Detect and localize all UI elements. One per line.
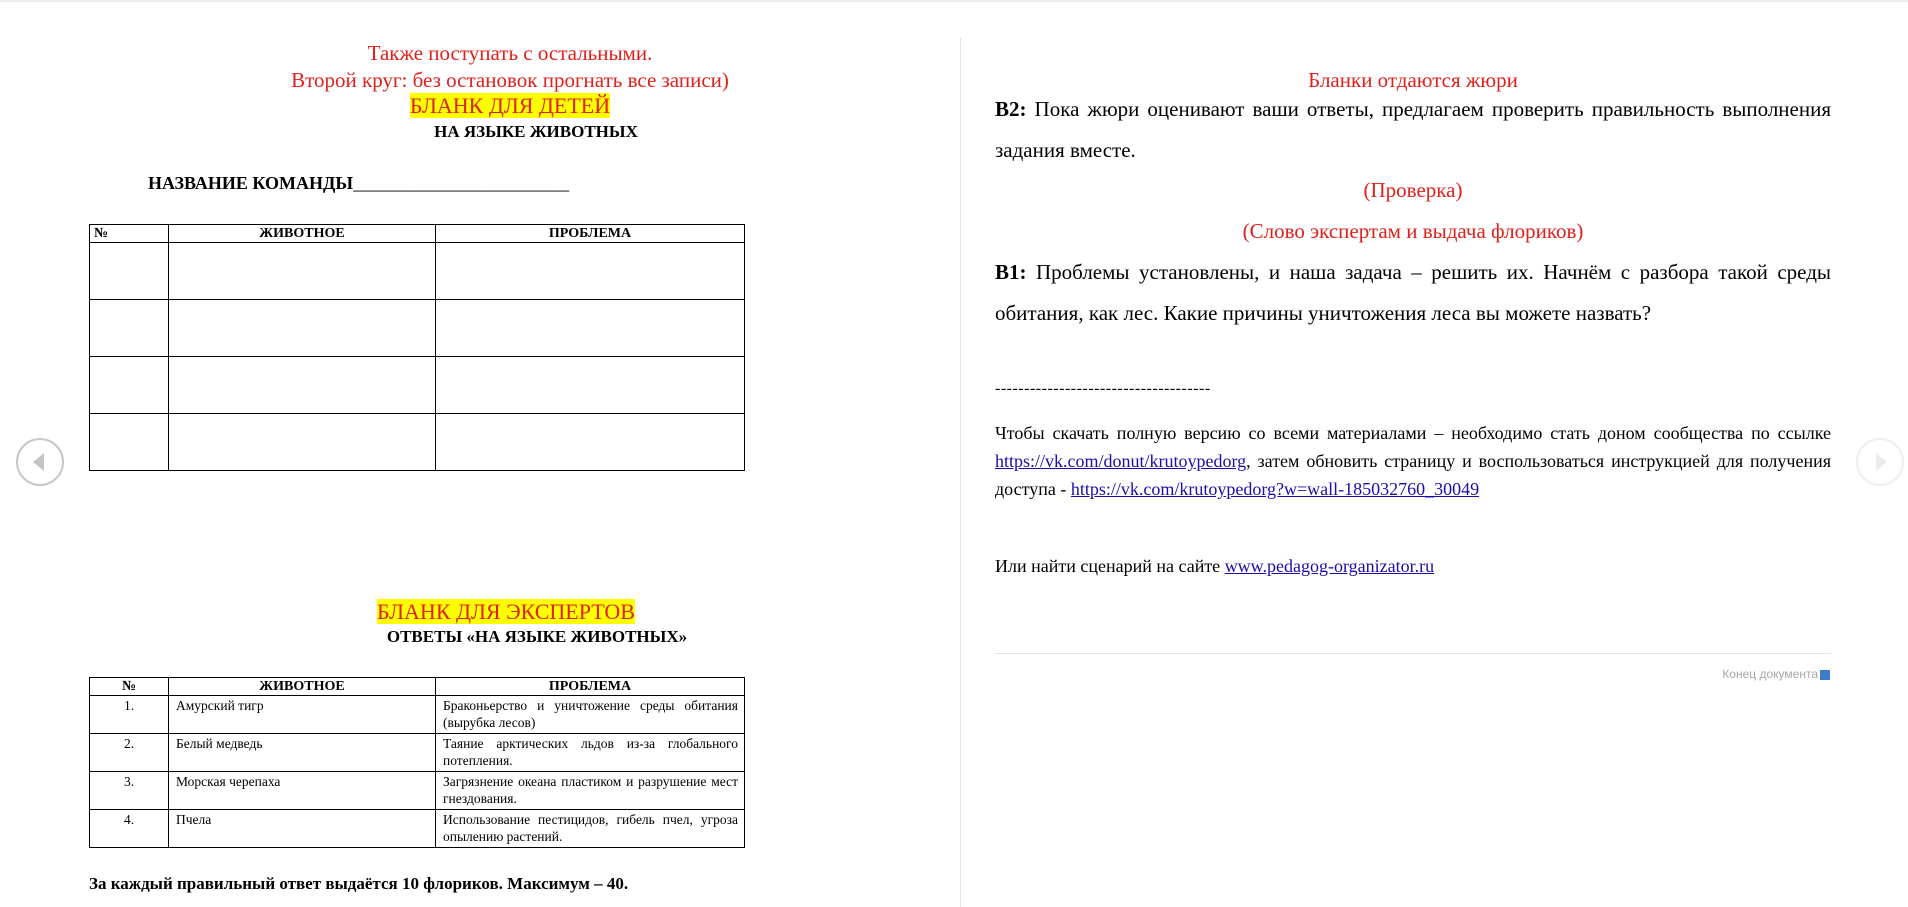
table-row xyxy=(90,696,745,734)
expert-form-title: БЛАНК ДЛЯ ЭКСПЕРТОВ xyxy=(377,599,635,624)
table-cell[interactable] xyxy=(436,357,745,414)
table-row xyxy=(90,810,745,848)
row-animal: Морская черепаха xyxy=(169,772,436,810)
table-cell[interactable] xyxy=(436,243,745,300)
forms-note: Бланки отдаются жюри xyxy=(1308,68,1518,92)
table-cell[interactable] xyxy=(90,243,169,300)
table-row xyxy=(90,243,745,300)
b2-text: Пока жюри оценивают ваши ответы, предлагаем проверить правильность выполнения задания вместе. xyxy=(995,97,1831,162)
top-border xyxy=(0,0,1908,2)
check-note: (Проверка) xyxy=(1363,178,1463,202)
table-cell[interactable] xyxy=(90,357,169,414)
separator-line: ------------------------------------- xyxy=(995,380,1211,397)
table-cell[interactable] xyxy=(436,414,745,471)
row-problem: Таяние арктических льдов из-за глобального потепления. xyxy=(436,734,745,772)
header-animal: ЖИВОТНОЕ xyxy=(169,225,436,243)
table-cell[interactable] xyxy=(169,243,436,300)
team-name-row xyxy=(148,171,569,195)
next-page-button[interactable] xyxy=(1856,438,1904,486)
kids-form-title-wrap xyxy=(210,93,810,119)
table-cell[interactable] xyxy=(169,414,436,471)
download-text-1: Чтобы скачать полную версию со всеми материалами – необходимо стать доном сообщества по ссылке xyxy=(995,423,1831,443)
b1-paragraph xyxy=(995,252,1831,334)
expert-table xyxy=(89,677,745,848)
row-animal: Амурский тигр xyxy=(169,696,436,734)
header-number: № xyxy=(90,678,169,696)
header-number: № xyxy=(90,225,169,243)
row-animal: Пчела xyxy=(169,810,436,848)
wall-post-link[interactable]: https://vk.com/krutoypedorg?w=wall-185032760_30049 xyxy=(1070,479,1480,499)
team-name-label: НАЗВАНИЕ КОМАНДЫ xyxy=(148,173,354,193)
b1-label: В1: xyxy=(995,260,1027,284)
kids-form-subtitle: НА ЯЗЫКЕ ЖИВОТНЫХ xyxy=(434,122,638,141)
header-problem: ПРОБЛЕМА xyxy=(436,225,745,243)
b1-text: Проблемы установлены, и наша задача – решить их. Начнём с разбора такой среды обитания, как лес. Какие причины уничтожения леса вы можете назвать? xyxy=(995,260,1831,325)
row-number: 2. xyxy=(90,734,169,772)
kids-form-title: БЛАНК ДЛЯ ДЕТЕЙ xyxy=(409,93,611,118)
download-paragraph xyxy=(995,419,1831,503)
row-number: 1. xyxy=(90,696,169,734)
site-text: Или найти сценарий на сайте xyxy=(995,556,1225,576)
team-name-blank[interactable]: ________________________ xyxy=(353,173,570,193)
page-divider xyxy=(960,38,961,907)
site-paragraph xyxy=(995,552,1831,580)
chevron-left-icon xyxy=(18,440,62,484)
table-header-row xyxy=(90,678,745,696)
row-number: 3. xyxy=(90,772,169,810)
end-of-document-marker xyxy=(1820,670,1830,680)
b2-label: В2: xyxy=(995,97,1027,121)
table-row xyxy=(90,734,745,772)
row-problem: Браконьерство и уничтожение среды обитания (вырубка лесов) xyxy=(436,696,745,734)
end-of-document-label: Конец документа xyxy=(1722,667,1818,681)
table-cell[interactable] xyxy=(169,300,436,357)
table-row xyxy=(90,300,745,357)
row-problem: Использование пестицидов, гибель пчел, угроза опылению растений. xyxy=(436,810,745,848)
kids-table xyxy=(89,224,745,471)
table-row xyxy=(90,414,745,471)
table-cell[interactable] xyxy=(436,300,745,357)
header-animal: ЖИВОТНОЕ xyxy=(169,678,436,696)
end-of-document-divider xyxy=(995,653,1831,654)
table-cell[interactable] xyxy=(90,414,169,471)
table-row xyxy=(90,357,745,414)
b2-paragraph xyxy=(995,89,1831,171)
download-text-2: , затем обновить страницу и воспользоваться инструкцией для получения доступа - xyxy=(995,451,1831,499)
row-animal: Белый медведь xyxy=(169,734,436,772)
site-link[interactable]: www.pedagog-organizator.ru xyxy=(1224,556,1435,576)
expert-form-subtitle: ОТВЕТЫ «НА ЯЗЫКЕ ЖИВОТНЫХ» xyxy=(386,627,688,646)
experts-note: (Слово экспертам и выдача флориков) xyxy=(1242,219,1584,243)
table-row xyxy=(90,772,745,810)
instruction-line-1: Также поступать с остальными. xyxy=(367,41,653,65)
prev-page-button[interactable] xyxy=(16,438,64,486)
row-number: 4. xyxy=(90,810,169,848)
table-cell[interactable] xyxy=(90,300,169,357)
instruction-line-2: Второй круг: без остановок прогнать все записи) xyxy=(291,68,729,92)
chevron-right-icon xyxy=(1858,440,1902,484)
table-header-row xyxy=(90,225,745,243)
expert-form-title-wrap xyxy=(206,599,806,625)
header-problem: ПРОБЛЕМА xyxy=(436,678,745,696)
scoring-note: За каждый правильный ответ выдаётся 10 флориков. Максимум – 40. xyxy=(89,874,629,893)
donut-link[interactable]: https://vk.com/donut/krutoypedorg xyxy=(995,451,1247,471)
table-cell[interactable] xyxy=(169,357,436,414)
row-problem: Загрязнение океана пластиком и разрушение мест гнездования. xyxy=(436,772,745,810)
